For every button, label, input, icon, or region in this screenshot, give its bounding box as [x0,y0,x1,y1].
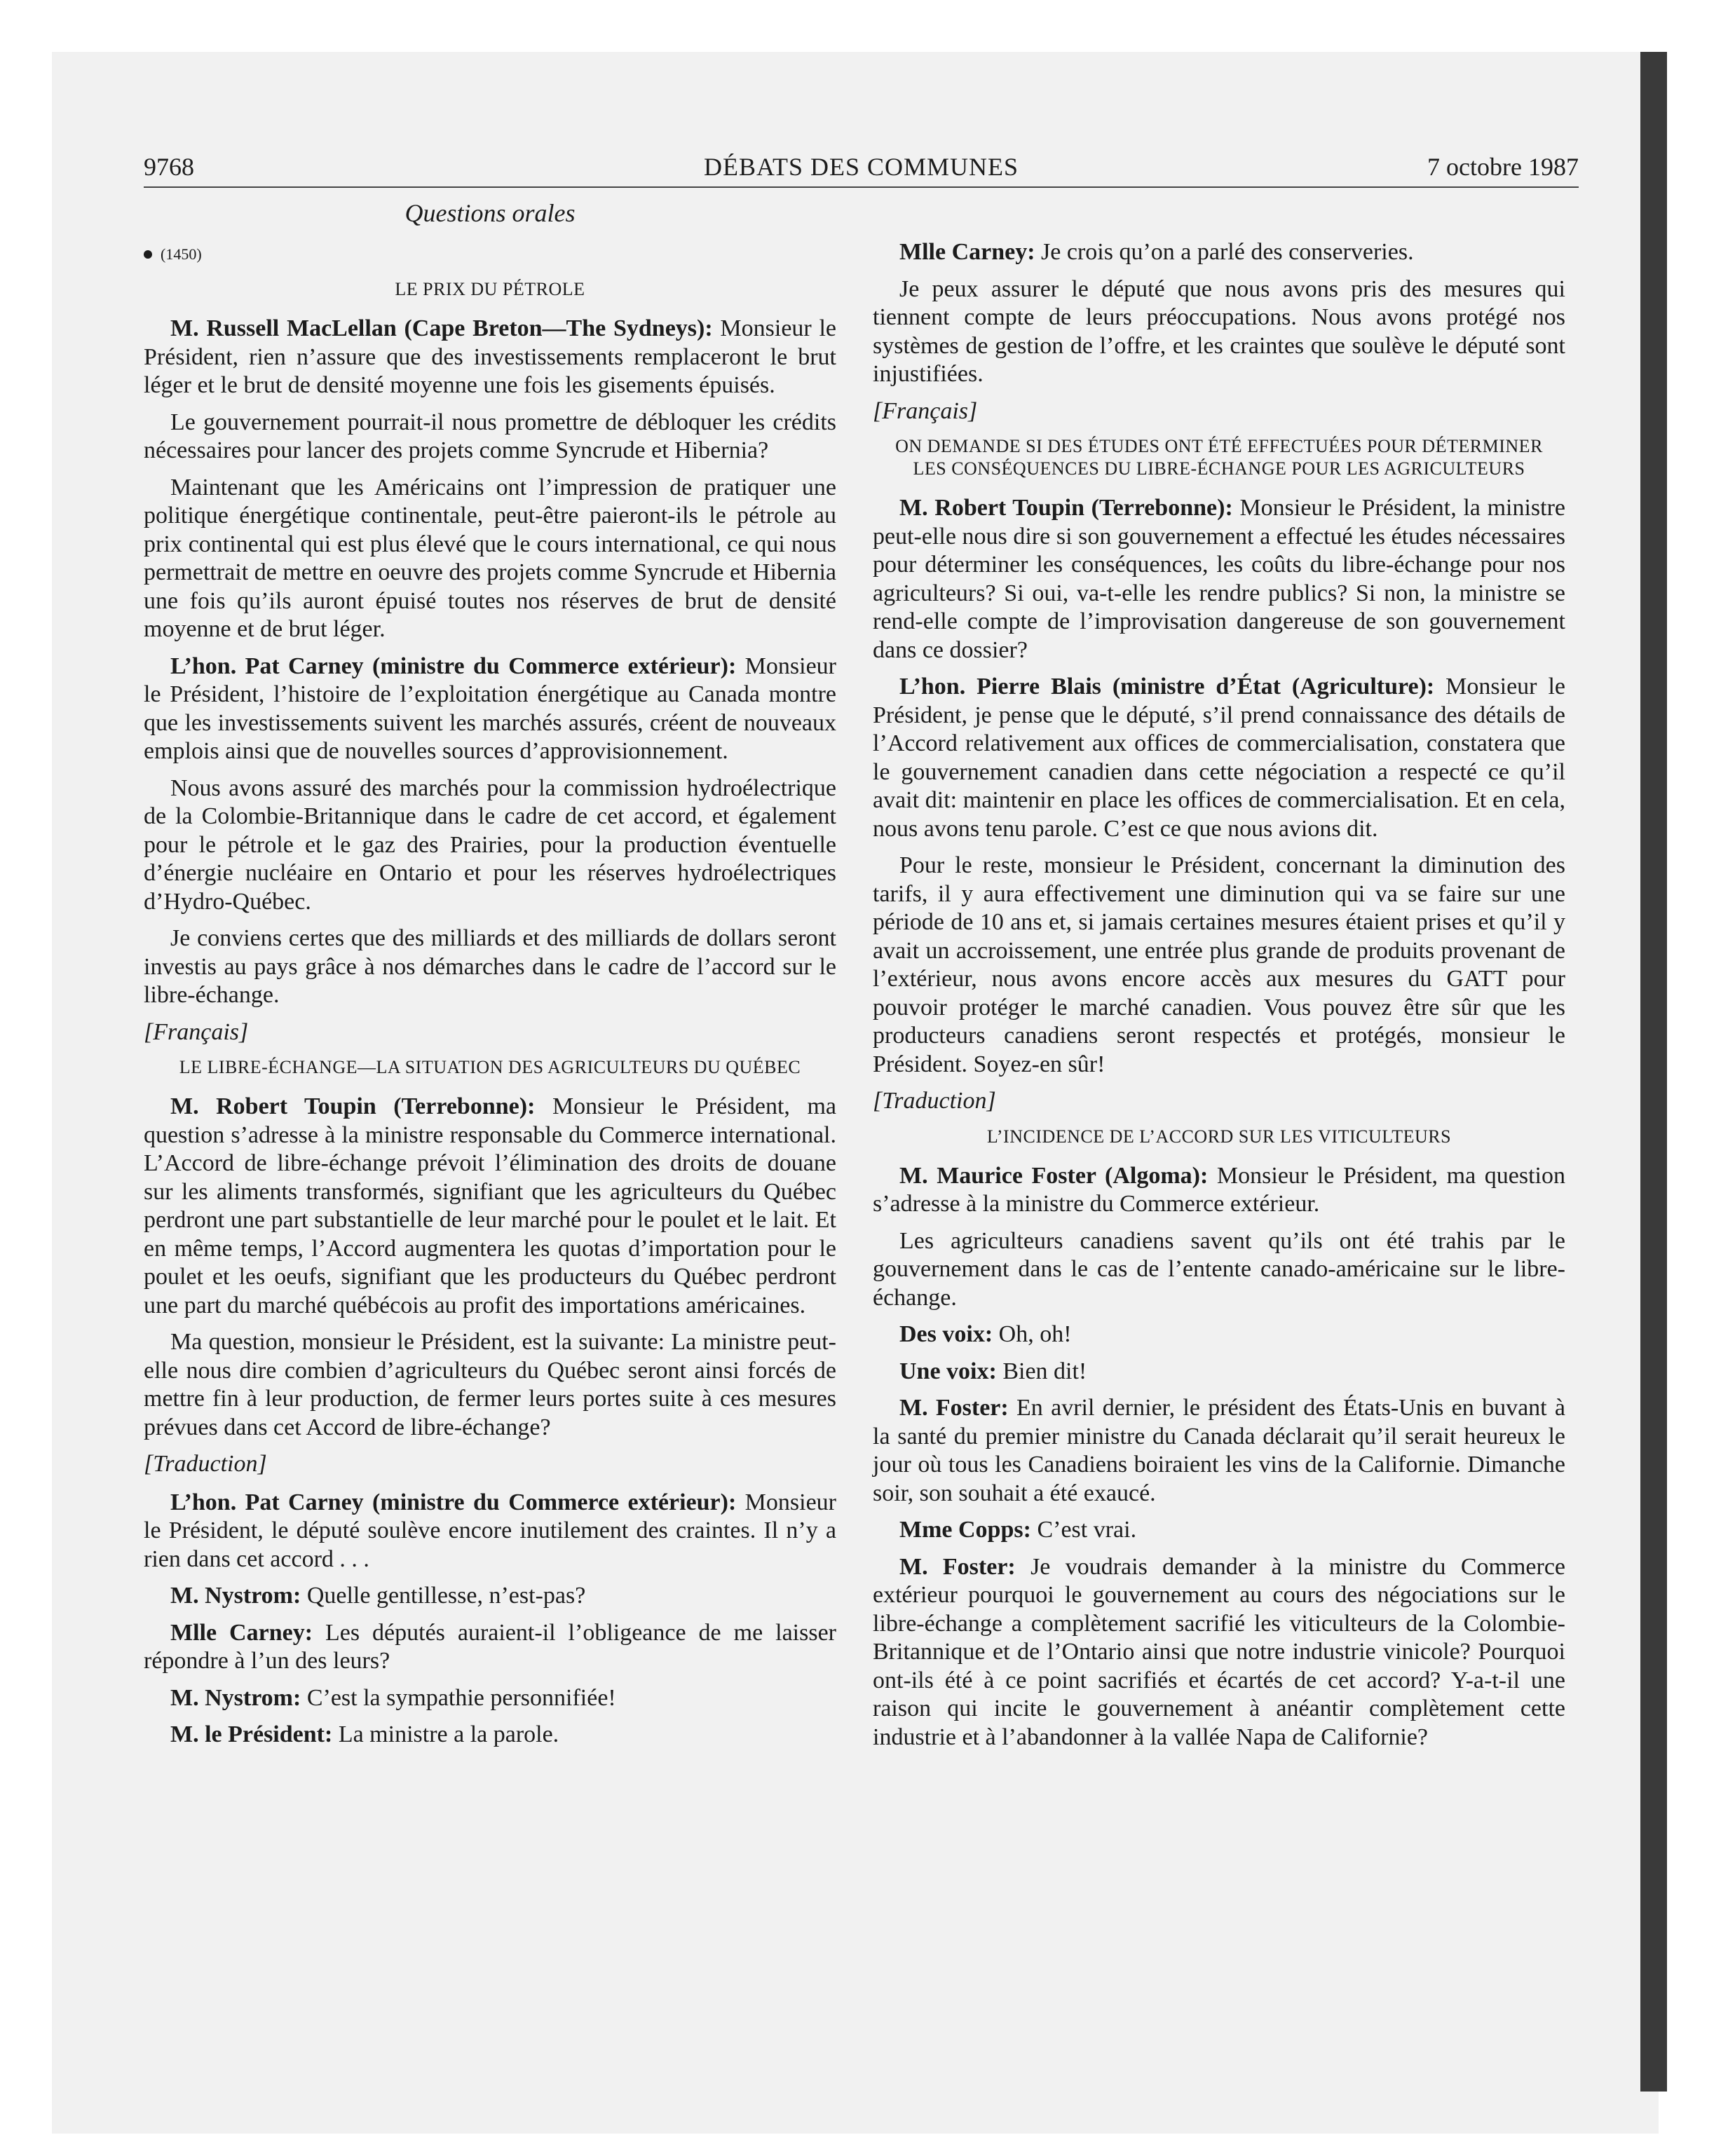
bullet-icon [144,250,152,259]
section-heading: LE LIBRE-ÉCHANGE—LA SITUATION DES AGRICULTEURS DU QUÉBEC [179,1057,801,1077]
speech-paragraph: Pour le reste, monsieur le Président, concernant la diminution des tarifs, il y aura effectivement une diminution qui va se faire sur une période de 10 ans et, si jamais certaines mesures étaient prises et qu’il y avait un accroissement, une entrée plus grande de produits provenant de l’extérieur, nous avons encore accès aux mesures du GATT pour pouvoir protéger le marché canadien. Vous pouvez être sûr que les producteurs canadiens seront respectés et protégés, monsieur le Président. Soyez-en sûr! [873,852,1565,1077]
time-marker-text: (1450) [161,245,202,263]
speech-text: C’est vrai. [1030,1517,1137,1543]
speech-paragraph: Je conviens certes que des milliards et des milliards de dollars seront investis au pays grâce à nos démarches dans le cadre de l’accord sur le libre-échange. [144,925,836,1008]
speech-text: Monsieur le Président, le député soulève encore inutilement des craintes. Il n’y a rien dans cet accord . . . [144,1489,836,1572]
language-marker: [Français] [873,397,978,424]
language-marker: [Français] [144,1018,249,1045]
speaker-name: M. Robert Toupin (Terrebonne): [899,495,1233,521]
page-number: 9768 [144,153,194,181]
speech-paragraph [873,1394,1565,1508]
speaker-name: L’hon. Pierre Blais (ministre d’État (Agriculture): [899,674,1435,700]
speech-text: Monsieur le Président, la ministre peut-elle nous dire si son gouvernement a effectué les études nécessaires pour déterminer les conséquences, les coûts du libre-échange pour nos agriculteurs? Si oui, va-t-elle les rendre publics? Si non, la ministre se rend-elle compte de l’improvisation dangereuse de son gouvernement dans ce dossier? [873,495,1565,663]
speaker-name: Mlle Carney: [170,1619,313,1646]
speech-paragraph [873,1321,1565,1349]
speaker-name: M. Maurice Foster (Algoma): [899,1162,1209,1189]
speech-paragraph: Nous avons assuré des marchés pour la commission hydroélectrique de la Colombie-Britannique dans le cadre de cet accord, et également pour le pétrole et le gaz des Prairies, pour la production éventuelle d’énergie nucléaire en Ontario et pour les réserves hydroélectriques d’Hydro-Québec. [144,775,836,915]
speech-paragraph [873,238,1565,267]
section-heading: LE PRIX DU PÉTROLE [395,279,585,299]
speech-paragraph [873,1358,1565,1386]
speech-paragraph: Le gouvernement pourrait-il nous promettre de débloquer les crédits nécessaires pour lancer des projets comme Syncrude et Hibernia? [144,409,836,463]
right-column [873,238,1565,1760]
section-heading: L’INCIDENCE DE L’ACCORD SUR LES VITICULTEURS [986,1126,1452,1147]
language-marker: [Traduction] [873,1088,996,1114]
speech-paragraph [873,1162,1565,1219]
left-column [144,196,836,1758]
speech-paragraph [144,1489,836,1574]
language-marker: [Traduction] [144,1451,267,1477]
speaker-name: Des voix: [899,1321,993,1347]
speech-text: Quelle gentillesse, n’est-pas? [301,1583,586,1609]
speaker-name: M. le Président: [170,1721,333,1747]
speech-paragraph [873,673,1565,843]
speech-paragraph: Je peux assurer le député que nous avons pris des mesures qui tiennent compte de leurs préoccupations. Nous avons protégé nos systèmes de gestion de l’offre, et les craintes que soulève le député sont injustifiées. [873,275,1565,387]
speaker-name: M. Nystrom: [170,1583,301,1609]
speech-paragraph [873,1553,1565,1752]
speech-text: Je voudrais demander à la ministre du Commerce extérieur pourquoi le gouvernement au cours des négociations sur le libre-échange a complètement sacrifié les viticulteurs de la Colombie-Britannique et de l’Ontario ainsi que notre industrie vinicole? Pourquoi ont-ils été à ce point sacrifiés et écartés de cet accord? Y-a-t-il une raison qui incite le gouvernement à anéantir complètement cette industrie et à l’abandonner à la vallée Napa de Californie? [873,1553,1565,1750]
speaker-name: M. Foster: [899,1395,1009,1421]
publication-title: DÉBATS DES COMMUNES [703,153,1019,181]
speech-paragraph [144,1721,836,1749]
speech-paragraph [144,1582,836,1611]
speaker-name: Mlle Carney: [899,239,1035,265]
speech-text: Oh, oh! [993,1321,1072,1347]
speech-text: Monsieur le Président, rien n’assure que des investissements remplaceront le brut léger et le brut de densité moyenne une fois les gisements épuisés. [144,315,837,398]
scan-edge-bar [1640,52,1667,2092]
speech-text: Monsieur le Président, je pense que le député, s’il prend connaissance des détails de l’Accord relativement aux offices de commercialisation, constatera que le gouvernement canadien dans cette négociation a respecté ce qu’il avait dit: maintenir en place les offices de commercialisation. Et en cela, nous avons tenu parole. C’est ce que nous avions dit. [873,674,1566,842]
speaker-name: M. Foster: [899,1553,1016,1580]
speech-paragraph [144,653,836,766]
speech-text: C’est la sympathie personnifiée! [301,1684,616,1711]
speech-text: Monsieur le Président, l’histoire de l’exploitation énergétique au Canada montre que les investissements suivent les marchés assurés, créent de nouveaux emplois ainsi que de nouvelles sources d’approvisionnement. [144,653,836,764]
time-marker [144,240,836,269]
speaker-name: M. Robert Toupin (Terrebonne): [170,1093,536,1119]
speech-paragraph [873,494,1565,664]
speech-paragraph [144,1619,836,1676]
running-title: Questions orales [404,199,576,227]
speech-text: La ministre a la parole. [332,1721,559,1747]
speech-paragraph [144,1684,836,1713]
speech-paragraph [144,1093,836,1320]
speaker-name: Mme Copps: [899,1517,1031,1543]
page-header [144,147,1579,188]
speaker-name: M. Russell MacLellan (Cape Breton—The Sydneys): [170,315,713,341]
speech-text: Monsieur le Président, ma question s’adresse à la ministre responsable du Commerce international. L’Accord de libre-échange prévoit l’élimination des droits de douane sur les aliments transformés, signifiant que les agriculteurs du Québec perdront une part substantielle de leur marché pour le poulet et le lait. Et en même temps, l’Accord augmentera les quotas d’importation pour le poulet et les oeufs, signifiant que les producteurs du Québec perdront une part du marché québécois au profit des importations américaines. [144,1093,837,1318]
speech-paragraph [144,315,836,400]
page-date: 7 octobre 1987 [1427,153,1579,181]
speaker-name: L’hon. Pat Carney (ministre du Commerce extérieur): [170,1489,737,1515]
speaker-name: M. Nystrom: [170,1684,301,1711]
speech-paragraph [873,1516,1565,1545]
speech-paragraph: Ma question, monsieur le Président, est la suivante: La ministre peut-elle nous dire combien d’agriculteurs du Québec seront ainsi forcés de mettre fin à leur production, de fermer leurs portes suite à ces mesures prévues dans cet Accord de libre-échange? [144,1329,836,1440]
speech-text: Les députés auraient-il l’obligeance de me laisser répondre à l’un des leurs? [144,1619,836,1674]
speaker-name: Une voix: [899,1358,997,1384]
speech-paragraph: Les agriculteurs canadiens savent qu’ils ont été trahis par le gouvernement dans le cas de l’entente canado-américaine sur le libre-échange. [873,1227,1565,1311]
speech-text: Monsieur le Président, ma question s’adresse à la ministre du Commerce extérieur. [873,1162,1565,1217]
speech-text: Je crois qu’on a parlé des conserveries. [1035,239,1414,265]
speech-text: En avril dernier, le président des États-Unis en buvant à la santé du premier ministre du Canada déclarait qu’il serait heureux le jour où tous les Canadiens boiraient les vins de la Californie. Dimanche soir, son souhait a été exaucé. [873,1395,1566,1506]
speech-text: Bien dit! [996,1358,1087,1384]
section-heading: ON DEMANDE SI DES ÉTUDES ONT ÉTÉ EFFECTUÉES POUR DÉTERMINER LES CONSÉQUENCES DU LIBRE-ÉCHANGE POUR LES AGRICULTEURS [895,436,1543,479]
speech-paragraph: Maintenant que les Américains ont l’impression de pratiquer une politique énergétique continentale, peut-être paieront-ils le pétrole au prix continental qui est plus élevé que le cours international, ce qui nous permettrait de mettre en oeuvre des projets comme Syncrude et Hibernia une fois qu’ils auront épuisé toutes nos réserves de brut de densité moyenne et de brut léger. [144,474,836,642]
speaker-name: L’hon. Pat Carney (ministre du Commerce extérieur): [170,653,737,679]
